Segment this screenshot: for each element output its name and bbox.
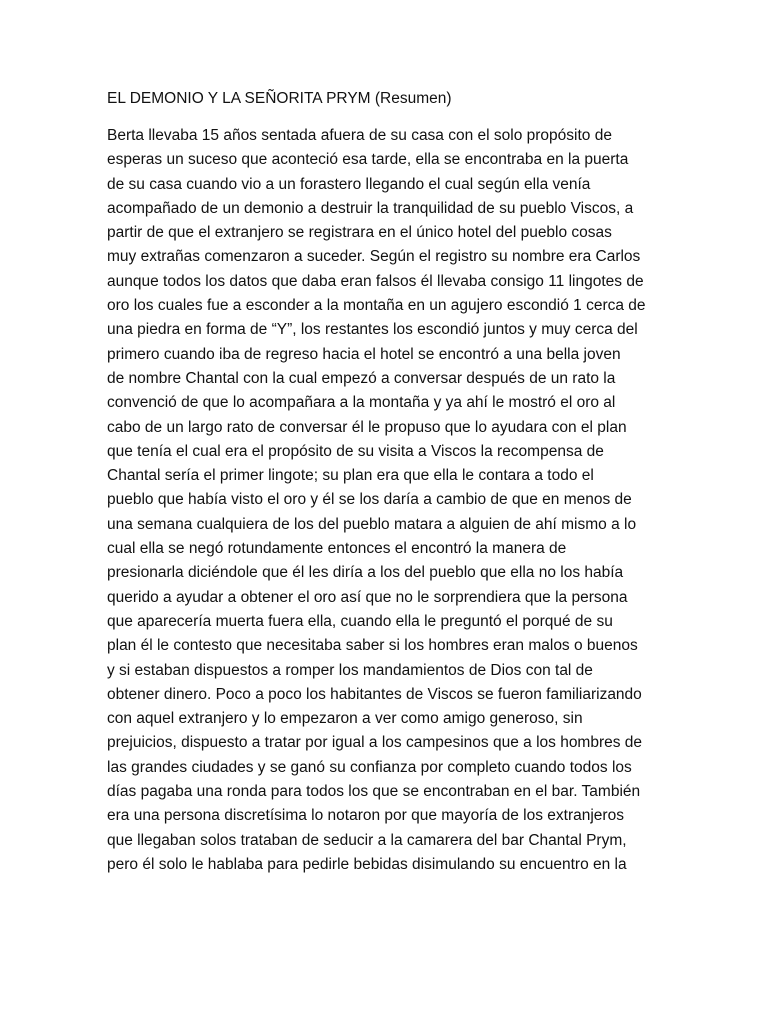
body-line: primero cuando iba de regreso hacia el hotel se encontró a una bella joven [107,345,621,363]
body-line: presionarla diciéndole que él les diría a los del pueblo que ella no los había [107,564,624,582]
body-line: y si estaban dispuestos a romper los mandamientos de Dios con tal de [107,661,593,679]
document-title: EL DEMONIO Y LA SEÑORITA PRYM (Resumen) [107,90,452,107]
document-body [107,124,687,877]
body-line: las grandes ciudades y se ganó su confianza por completo cuando todos los [107,758,632,776]
body-line: días pagaba una ronda para todos los que se encontraban en el bar. También [107,783,641,801]
body-line: cabo de un largo rato de conversar él le propuso que lo ayudara con el plan [107,418,627,436]
body-line: plan él le contesto que necesitaba saber si los hombres eran malos o buenos [107,637,638,655]
body-line: una semana cualquiera de los del pueblo matara a alguien de ahí mismo a lo [107,515,637,533]
body-line: oro los cuales fue a esconder a la montaña en un agujero escondió 1 cerca de [107,297,646,315]
body-line: querido a ayudar a obtener el oro así que no le sorprendiera que la persona [107,588,628,606]
body-line: era una persona discretísima lo notaron por que mayoría de los extranjeros [107,807,624,825]
body-line: que llegaban solos trataban de seducir a la camarera del bar Chantal Prym, [107,831,627,849]
body-line: muy extrañas comenzaron a suceder. Según el registro su nombre era Carlos [107,248,641,266]
body-line: acompañado de un demonio a destruir la tranquilidad de su pueblo Viscos, a [107,199,634,217]
body-line: que aparecería muerta fuera ella, cuando ella le preguntó el porqué de su [107,612,613,630]
body-line: con aquel extranjero y lo empezaron a ver como amigo generoso, sin [107,710,583,728]
body-line: que tenía el cual era el propósito de su visita a Viscos la recompensa de [107,442,604,460]
body-line: pero él solo le hablaba para pedirle bebidas disimulando su encuentro en la [107,855,627,873]
body-line: esperas un suceso que aconteció esa tarde, ella se encontraba en la puerta [107,151,629,169]
body-line: Berta llevaba 15 años sentada afuera de su casa con el solo propósito de [107,127,612,144]
body-line: obtener dinero. Poco a poco los habitantes de Viscos se fueron familiarizando [107,685,642,703]
body-line: de nombre Chantal con la cual empezó a conversar después de un rato la [107,369,616,387]
body-line: convenció de que lo acompañara a la montaña y ya ahí le mostró el oro al [107,394,616,412]
body-line: aunque todos los datos que daba eran falsos él llevaba consigo 11 lingotes de [107,272,644,290]
body-line: pueblo que había visto el oro y él se los daría a cambio de que en menos de [107,491,632,509]
body-line: de su casa cuando vio a un forastero llegando el cual según ella venía [107,175,591,193]
body-line: prejuicios, dispuesto a tratar por igual a los campesinos que a los hombres de [107,734,643,752]
body-line: cual ella se negó rotundamente entonces el encontró la manera de [107,540,567,558]
body-line: Chantal sería el primer lingote; su plan era que ella le contara a todo el [107,467,594,485]
body-line: una piedra en forma de “Y”, los restantes los escondió juntos y muy cerca del [107,321,638,339]
body-line: partir de que el extranjero se registrara en el único hotel del pueblo cosas [107,224,612,242]
